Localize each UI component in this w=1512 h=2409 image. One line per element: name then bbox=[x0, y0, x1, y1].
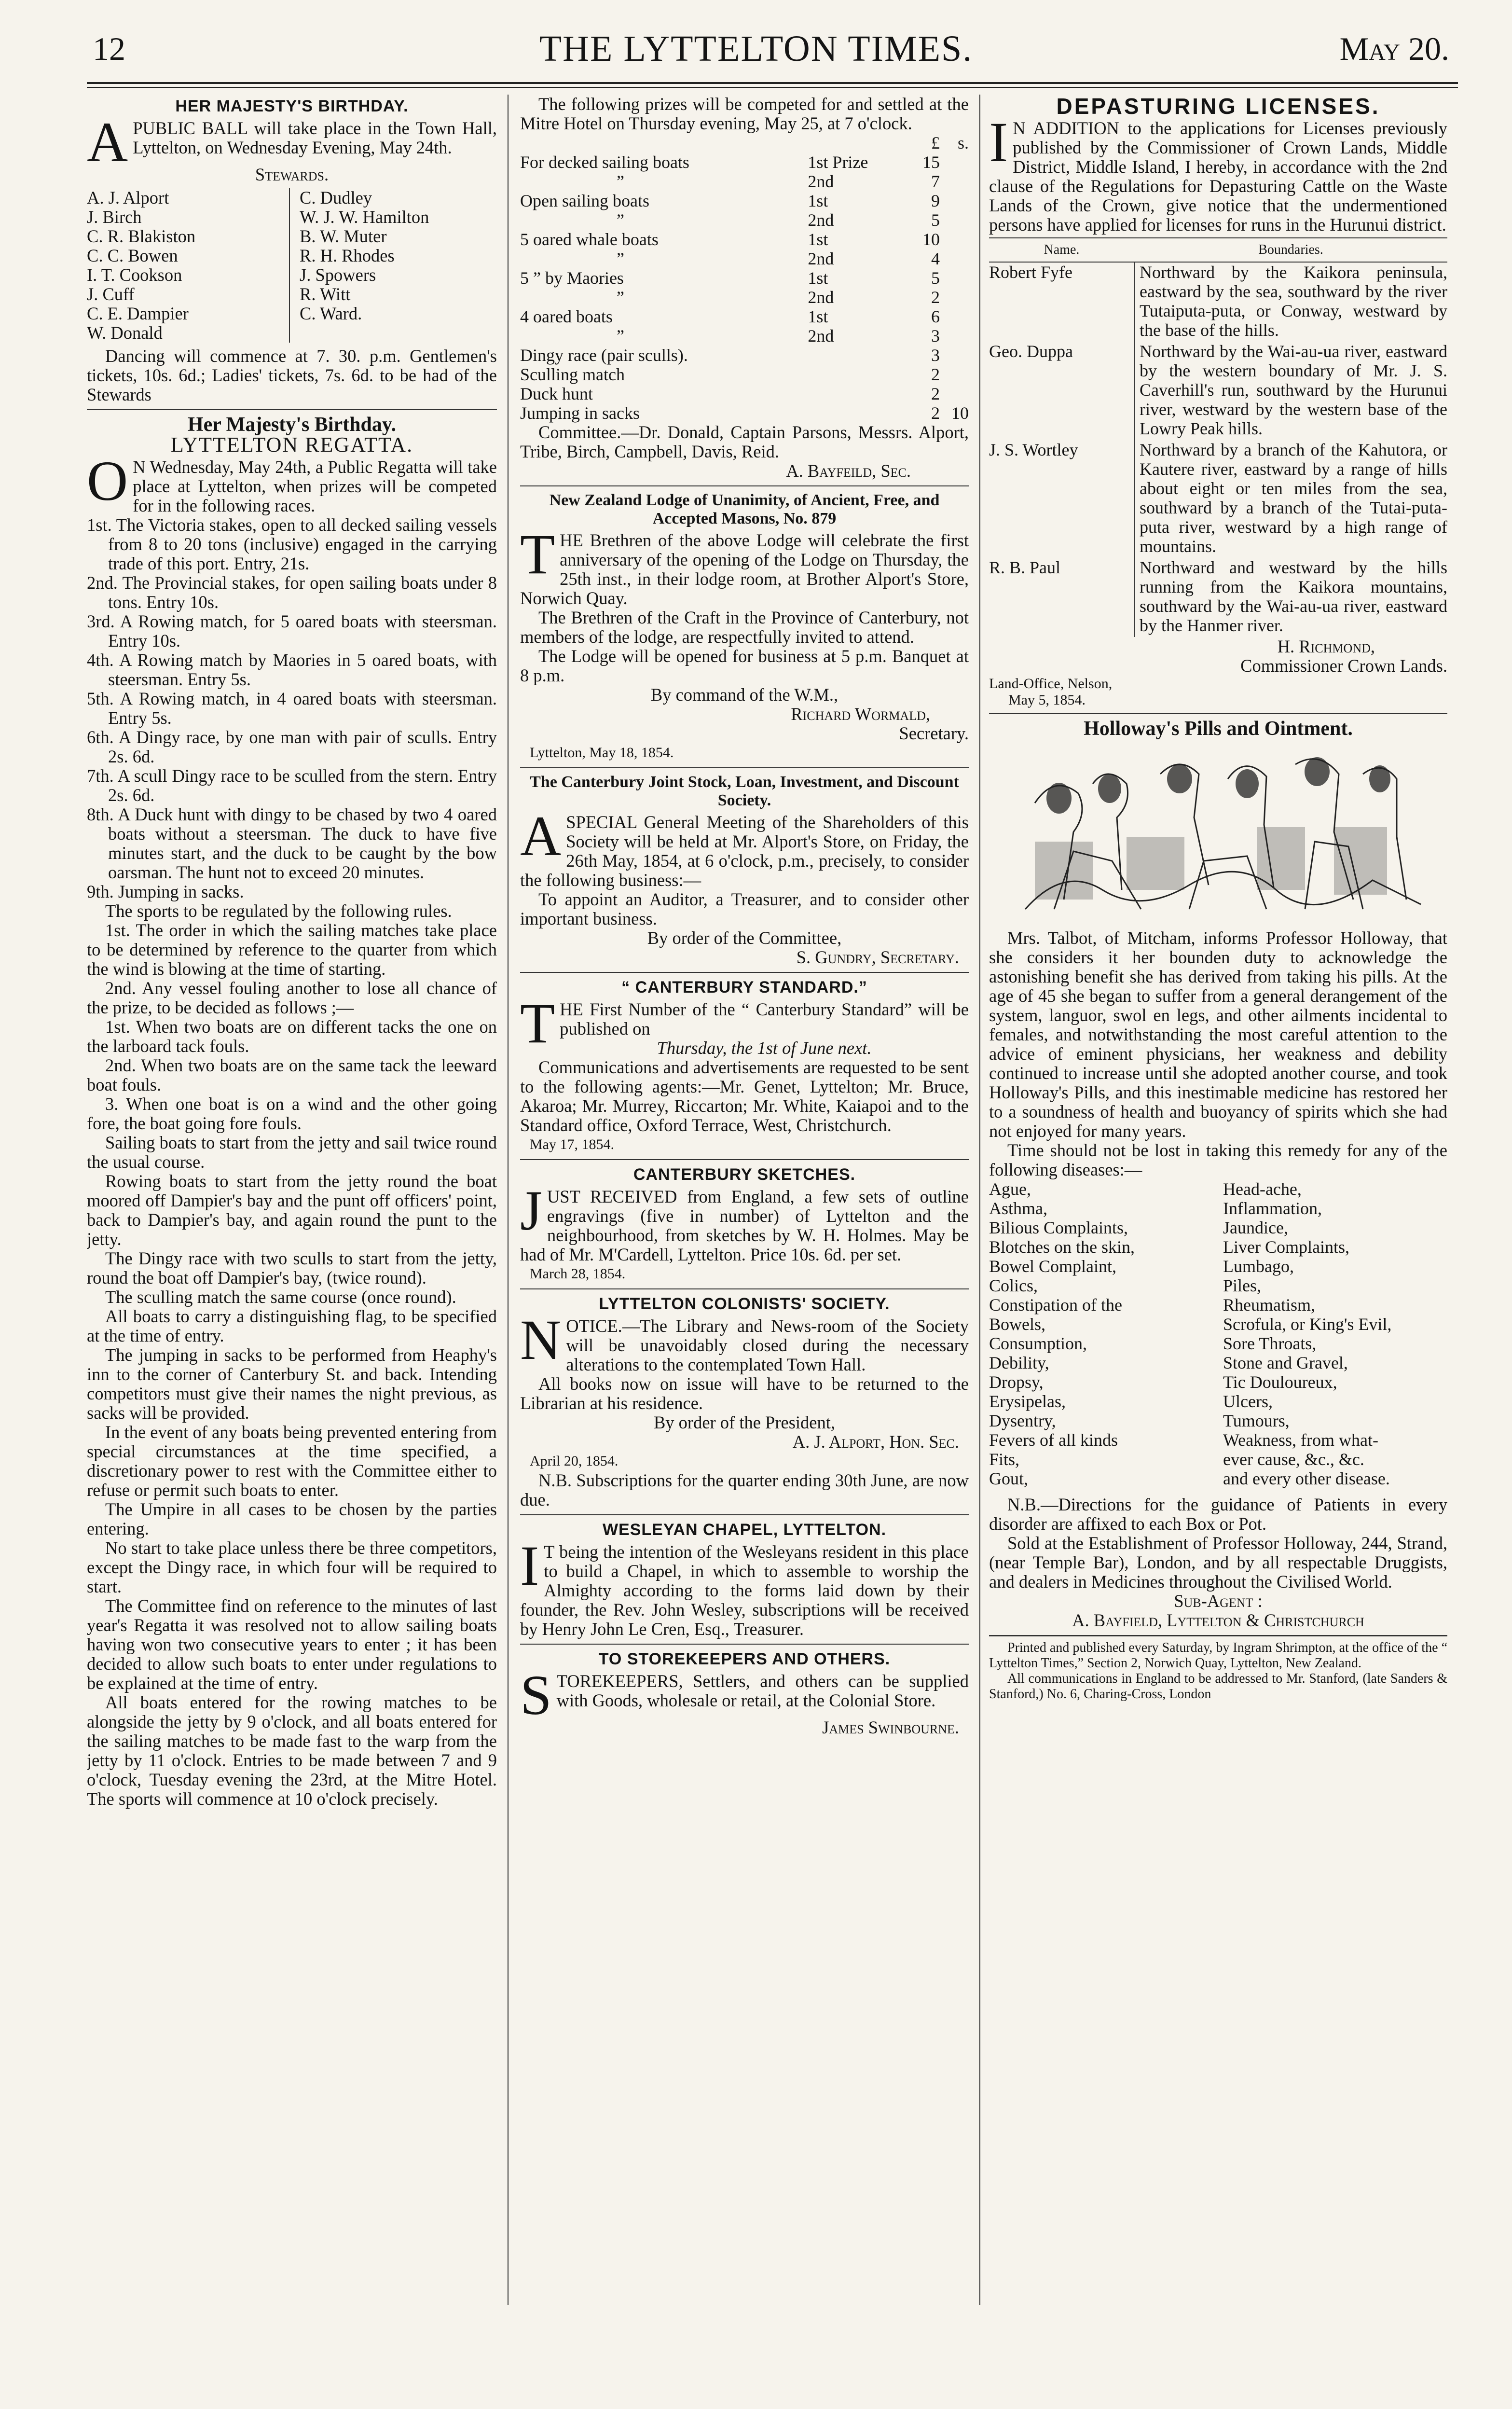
license-boundaries: Northward and westward by the hills running from the Kaikora mountains, southward by the Wai-au-ua river, eastward by the Hanmer river. bbox=[1140, 558, 1447, 635]
notice-body: HE Brethren of the above Lodge will celebrate the first anniversary of the opening of the Lodge on Thursday, the 25th inst., in their lodge room, at Brother Alport's Store, Norwich Quay. bbox=[520, 530, 969, 608]
birthday-ball-notice bbox=[87, 97, 497, 404]
disease-item: Head-ache, bbox=[1223, 1179, 1302, 1199]
prize-pounds: 5 bbox=[931, 210, 940, 230]
prize-row bbox=[520, 210, 969, 230]
notice-body: Mrs. Talbot, of Mitcham, informs Professor Holloway, that she considers it her bounden duty to acknowledge the astonishing benefit she has derived from taking his pills. At the age of 45 she began to suffer from a general derangement of the system, languor, swol en legs, and other ailments incidental to females, and notwithstanding the most careful attention to the advice of eminent physicians, her weakness and debility continued to increase until she adopted another course, and took Holloway's Pills, and this inestimable medicine has restored her to a soundness of health and buoyancy of spirits which she had not enjoyed for many years. bbox=[989, 928, 1447, 1141]
rule-item: The Umpire in all cases to be chosen by the parties entering. bbox=[87, 1499, 497, 1538]
prize-pounds: 2 bbox=[931, 288, 940, 307]
notice-body: HE First Number of the “ Canterbury Standard” will be published on bbox=[560, 999, 969, 1038]
issue-date: May 20. bbox=[1339, 30, 1449, 67]
rule-item: All boats to carry a distinguishing flag, to be specified at the time of entry. bbox=[87, 1306, 497, 1345]
dateline: Land-Office, Nelson, bbox=[989, 676, 1113, 692]
rule-item: The Dingy race with two sculls to start from the jetty, round the boat off Dampier's bay, (twice round). bbox=[87, 1248, 497, 1288]
notice-heading: DEPASTURING LICENSES. bbox=[1056, 95, 1380, 119]
prize-table bbox=[520, 133, 969, 423]
masthead-rule bbox=[87, 82, 1458, 84]
committee-list: Committee.—Dr. Donald, Captain Parsons, Messrs. Alport, Tribe, Birch, Campbell, Davis, Reid. bbox=[520, 422, 969, 461]
colonists-notice bbox=[520, 1294, 969, 1509]
race-item: 7th. A scull Dingy race to be sculled from the stern. Entry 2s. 6d. bbox=[87, 766, 497, 805]
race-list bbox=[87, 515, 497, 901]
prize-pounds: 9 bbox=[931, 191, 940, 210]
prize-shillings bbox=[940, 191, 969, 210]
prize-place: 2nd bbox=[808, 326, 834, 346]
disease-item: Gout, bbox=[989, 1469, 1028, 1488]
race-item: 3rd. A Rowing match, for 5 oared boats with steersman. Entry 10s. bbox=[87, 611, 497, 651]
prize-place: 2nd bbox=[808, 172, 834, 191]
colophon bbox=[989, 1635, 1447, 1702]
notice-body: Communications and advertisements are requested to be sent to the following agents:—Mr. Genet, Lyttelton; Mr. Bruce, Akaroa; Mr. Murrey, Riccarton; Mr. White, Kaiapoi and to the Standard office, Oxford Terrace, West, Christchurch. bbox=[520, 1057, 969, 1135]
drop-cap: J bbox=[520, 1179, 542, 1242]
prize-shillings bbox=[940, 172, 969, 191]
race-item: 2nd. The Provincial stakes, for open sailing boats under 8 tons. Entry 10s. bbox=[87, 573, 497, 612]
prize-pounds: 4 bbox=[931, 249, 940, 268]
drop-cap: N bbox=[520, 1308, 562, 1371]
notice-body: UST RECEIVED from England, a few sets of outline engravings (five in number) of Lyttelton and the neighbourhood, from sketches by W. H. Holmes. May be had of Mr. M'Cardell, Lyttelton. Price 10s. 6d. per set. bbox=[520, 1187, 969, 1264]
notice-body: Sold at the Establishment of Professor Holloway, 244, Strand, (near Temple Bar), London, and by all respectable Druggists, and dealers in Medicines throughout the Civilised World. bbox=[989, 1533, 1447, 1592]
steward-name: W. J. W. Hamilton bbox=[300, 207, 429, 227]
drop-cap: I bbox=[989, 111, 1008, 174]
steward-name: I. T. Cookson bbox=[87, 265, 182, 285]
license-name: J. S. Wortley bbox=[989, 440, 1134, 558]
rule-item: 2nd. When two boats are on the same tack the leeward boat fouls. bbox=[87, 1055, 497, 1094]
notice-command: By order of the Committee, bbox=[647, 928, 842, 948]
steward-name: W. Donald bbox=[87, 323, 163, 343]
license-row bbox=[989, 262, 1447, 342]
rule-item: Rowing boats to start from the jetty round the boat moored off Dampier's bay and the punt off officers' point, back to Dampier's bay, and again round the punt to the jetty. bbox=[87, 1171, 497, 1249]
sketches-notice bbox=[520, 1165, 969, 1284]
prize-place: 1st Prize bbox=[808, 152, 868, 172]
notice-command: By order of the President, bbox=[653, 1412, 836, 1432]
rule-item: 2nd. Any vessel fouling another to lose all chance of the prize, to be decided as follows ;— bbox=[87, 978, 497, 1017]
disease-item: Tic Douloureux, bbox=[1223, 1372, 1337, 1392]
prize-row bbox=[520, 172, 969, 191]
disease-item: Dropsy, bbox=[989, 1372, 1044, 1392]
license-boundaries: Northward by a branch of the Kahutora, or Kautere river, eastward by a range of hills about eight or ten miles from the sea, southward by a branch of the Tutai-puta-puta river, westward by a high range of mountains. bbox=[1140, 440, 1447, 556]
stewards-list bbox=[87, 188, 497, 343]
prize-place: 2nd bbox=[808, 249, 834, 268]
disease-item: ever cause, &c., &c. bbox=[1223, 1450, 1364, 1469]
prize-row bbox=[520, 152, 969, 172]
lodge-notice bbox=[520, 491, 969, 762]
steward-name: C. Ward. bbox=[300, 304, 362, 323]
notice-body: The Lodge will be opened for business at 5 p.m. Banquet at 8 p.m. bbox=[520, 646, 969, 685]
prize-place: 2nd bbox=[808, 288, 834, 307]
prize-race: Duck hunt bbox=[520, 384, 593, 403]
publication-date: Thursday, the 1st of June next. bbox=[657, 1038, 872, 1058]
disease-item: Ague, bbox=[989, 1179, 1031, 1199]
notice-body: PUBLIC BALL will take place in the Town Hall, Lyttelton, on Wednesday Evening, May 24th. bbox=[133, 118, 497, 157]
masthead bbox=[0, 0, 1512, 92]
dateline: May 17, 1854. bbox=[530, 1136, 614, 1152]
notice-heading: The Canterbury Joint Stock, Loan, Investment, and Discount Society. bbox=[530, 773, 959, 809]
prize-race: 5 ” by Maories bbox=[520, 268, 624, 288]
prize-race: ” bbox=[617, 249, 624, 268]
steward-name: J. Birch bbox=[87, 207, 142, 227]
disease-item: Piles, bbox=[1223, 1276, 1262, 1295]
disease-item: Blotches on the skin, bbox=[989, 1237, 1135, 1257]
steward-name: R. Witt bbox=[300, 284, 351, 304]
rule-item: The sculling match the same course (once round). bbox=[105, 1287, 456, 1307]
race-item: 8th. A Duck hunt with dingy to be chased by two 4 oared boats without a steersman. The duck to have five minutes start, and the duck to be caught by the bow oarsman. The hunt not to exceed 20 minutes. bbox=[87, 804, 497, 882]
steward-name: C. Dudley bbox=[300, 188, 372, 208]
license-row bbox=[989, 558, 1447, 637]
race-item: 9th. Jumping in sacks. bbox=[87, 882, 244, 901]
disease-item: Debility, bbox=[989, 1353, 1049, 1372]
prize-place bbox=[808, 384, 910, 403]
prize-pounds: 3 bbox=[931, 346, 940, 365]
steward-name: A. J. Alport bbox=[87, 188, 169, 208]
license-boundaries: Northward by the Kaikora peninsula, eastward by the sea, southward by the river Tutaiputa-puta, or Conway, westward by the base of the hills. bbox=[1140, 263, 1447, 340]
prize-place: 1st bbox=[808, 191, 828, 210]
prize-row bbox=[520, 191, 969, 210]
prize-race: For decked sailing boats bbox=[520, 152, 689, 172]
dateline: Lyttelton, May 18, 1854. bbox=[530, 745, 674, 761]
disease-item: Bowels, bbox=[989, 1315, 1045, 1334]
prize-shillings bbox=[940, 365, 969, 384]
disease-item: Ulcers, bbox=[1223, 1392, 1273, 1411]
disease-item: Lumbago, bbox=[1223, 1257, 1294, 1276]
notice-heading: “ CANTERBURY STANDARD.” bbox=[621, 978, 867, 997]
disease-item: Inflammation, bbox=[1223, 1199, 1322, 1218]
license-boundaries: Northward by the Wai-au-ua river, eastward by the western boundary of Mr. J. S. Caverhill's run, southward by the Hurunui river, westward by the western base of the Lowry Peak hills. bbox=[1140, 342, 1447, 438]
prize-pounds: 2 bbox=[931, 403, 940, 423]
notice-heading: Holloway's Pills and Ointment. bbox=[1084, 718, 1353, 740]
disease-item: Weakness, from what- bbox=[1223, 1430, 1378, 1450]
prize-place: 1st bbox=[808, 268, 828, 288]
disease-item: Tumours, bbox=[1223, 1411, 1290, 1430]
license-row bbox=[989, 440, 1447, 558]
joint-stock-notice bbox=[520, 773, 969, 967]
signature: James Swinbourne. bbox=[822, 1717, 959, 1737]
notice-body: To appoint an Auditor, a Treasurer, and to consider other important business. bbox=[520, 889, 969, 928]
signature: A. Bayfeild, Sec. bbox=[786, 461, 911, 481]
prize-place bbox=[808, 346, 910, 365]
currency-pounds: £ bbox=[931, 133, 940, 152]
stewards-label: Stewards. bbox=[255, 165, 329, 184]
prize-place: 2nd bbox=[808, 210, 834, 230]
disease-list bbox=[989, 1179, 1447, 1488]
steward-name: R. H. Rhodes bbox=[300, 246, 395, 265]
prize-shillings bbox=[940, 268, 969, 288]
prize-row bbox=[520, 403, 969, 423]
prize-row bbox=[520, 346, 969, 365]
notice-body: T being the intention of the Wesleyans resident in this place to build a Chapel, in which to assemble to worship the Almighty according to the forms laid down by their founder, the Rev. John Wesley, subscriptions will be received by Henry John Le Cren, Esq., Treasurer. bbox=[520, 1542, 969, 1639]
signature-role: Secretary. bbox=[899, 723, 969, 743]
notice-body: Dancing will commence at 7. 30. p.m. Gentlemen's tickets, 10s. 6d.; Ladies' tickets, 7s. 6d. to be had of the Stewards bbox=[87, 346, 497, 404]
notice-body: N ADDITION to the applications for Licenses previously published by the Commissioner of Crown Lands, Middle District, Middle Island, I hereby, in accordance with the 2nd clause of the Regulations for Depasturing Cattle on the Waste Lands of the Crown, give notice that the undermentioned persons have applied for licenses for runs in the Hurunui district. bbox=[989, 118, 1447, 235]
prize-shillings bbox=[940, 326, 969, 346]
column-2 bbox=[520, 95, 969, 2363]
steward-name: C. E. Dampier bbox=[87, 304, 189, 323]
prize-race: ” bbox=[617, 288, 624, 307]
prize-place bbox=[808, 403, 910, 423]
disease-item: Colics, bbox=[989, 1276, 1038, 1295]
prize-row bbox=[520, 307, 969, 326]
prize-race: 4 oared boats bbox=[520, 307, 613, 326]
steward-name: J. Cuff bbox=[87, 284, 135, 304]
dateline: March 28, 1854. bbox=[530, 1266, 626, 1282]
notice-heading: LYTTELTON COLONISTS' SOCIETY. bbox=[599, 1295, 890, 1313]
prize-row bbox=[520, 230, 969, 249]
drop-cap: T bbox=[520, 992, 555, 1055]
rule-item: The Committee find on reference to the minutes of last year's Regatta it was resolved not to allow sailing boats having won two consecutive years to enter ; it has been decided to allow such boats to enter under regulations to be explained at the time of entry. bbox=[87, 1596, 497, 1693]
signature: H. Richmond, bbox=[1277, 637, 1375, 656]
disease-item: Scrofula, or King's Evil, bbox=[1223, 1315, 1392, 1334]
prize-row bbox=[520, 384, 969, 403]
prize-race: ” bbox=[617, 210, 624, 230]
disease-item: Bowel Complaint, bbox=[989, 1257, 1116, 1276]
rule-item: Sailing boats to start from the jetty and sail twice round the usual course. bbox=[87, 1133, 497, 1172]
drop-cap: S bbox=[520, 1663, 552, 1727]
disease-item: Liver Complaints, bbox=[1223, 1237, 1349, 1257]
license-name: Geo. Duppa bbox=[989, 342, 1134, 440]
wesleyan-notice bbox=[520, 1520, 969, 1639]
race-item: 4th. A Rowing match by Maories in 5 oared boats, with steersman. Entry 5s. bbox=[87, 650, 497, 689]
column-header-name: Name. bbox=[989, 238, 1134, 262]
currency-shillings: s. bbox=[957, 133, 969, 152]
prize-shillings bbox=[940, 210, 969, 230]
rule-item: 1st. When two boats are on different tacks the one on the larboard tack fouls. bbox=[87, 1017, 497, 1056]
notice-heading: TO STOREKEEPERS AND OTHERS. bbox=[598, 1650, 891, 1668]
prize-place bbox=[808, 365, 910, 384]
prize-pounds: 5 bbox=[931, 268, 940, 288]
prize-pounds: 10 bbox=[922, 230, 940, 249]
disease-item: Sore Throats, bbox=[1223, 1334, 1317, 1353]
prize-shillings bbox=[940, 249, 969, 268]
column-1 bbox=[87, 95, 497, 2363]
notice-subheading: LYTTELTON REGATTA. bbox=[170, 433, 413, 457]
license-table bbox=[989, 237, 1447, 637]
disease-item: Fits, bbox=[989, 1450, 1020, 1469]
signature: A. J. Alport, Hon. Sec. bbox=[792, 1432, 959, 1452]
license-row bbox=[989, 342, 1447, 440]
drop-cap: O bbox=[87, 449, 128, 512]
prize-pounds: 15 bbox=[922, 152, 940, 172]
holloway-advert bbox=[989, 719, 1447, 1630]
license-name: R. B. Paul bbox=[989, 558, 1134, 637]
disease-item: Jaundice, bbox=[1223, 1218, 1288, 1237]
license-name: Robert Fyfe bbox=[989, 262, 1134, 342]
column-divider bbox=[979, 95, 980, 2305]
notice-heading: WESLEYAN CHAPEL, LYTTELTON. bbox=[602, 1521, 887, 1539]
dateline: May 5, 1854. bbox=[1008, 692, 1086, 708]
disease-item: Fevers of all kinds bbox=[989, 1430, 1118, 1450]
disease-item: Bilious Complaints, bbox=[989, 1218, 1128, 1237]
steward-name: C. R. Blakiston bbox=[87, 226, 196, 246]
signature: Richard Wormald, bbox=[791, 704, 930, 724]
rule-item: In the event of any boats being prevented entering from special circumstances at the time specified, a discretionary power to rest with the Committee either to refuse or permit such boats to enter. bbox=[87, 1422, 497, 1500]
licenses-notice bbox=[989, 97, 1447, 708]
column-divider bbox=[508, 95, 509, 2305]
disease-item: Erysipelas, bbox=[989, 1392, 1066, 1411]
prize-race: Jumping in sacks bbox=[520, 403, 640, 423]
column-header-boundaries: Boundaries. bbox=[1134, 238, 1447, 262]
notice-body: The Brethren of the Craft in the Province of Canterbury, not members of the lodge, are respectfully invited to attend. bbox=[520, 608, 969, 647]
prize-row bbox=[520, 288, 969, 307]
prize-pounds: 3 bbox=[931, 326, 940, 346]
drop-cap: T bbox=[520, 523, 555, 586]
disease-item: Constipation of the bbox=[989, 1295, 1122, 1315]
prizes-notice bbox=[520, 95, 969, 481]
notice-body: N.B.—Directions for the guidance of Patients in every disorder are affixed to each Box or Pot. bbox=[989, 1495, 1447, 1534]
rule-item: The jumping in sacks to be performed from Heaphy's inn to the corner of Canterbury St. and back. Intending competitors must give their names the night previous, as sacks will be provided. bbox=[87, 1345, 497, 1423]
newspaper-title: THE LYTTELTON TIMES. bbox=[539, 28, 973, 69]
steward-name: B. W. Muter bbox=[300, 226, 387, 246]
race-item: 1st. The Victoria stakes, open to all decked sailing vessels from 8 to 20 tons (inclusive) engaged in the carrying trade of this port. Entry, 21s. bbox=[87, 515, 497, 573]
rules-list bbox=[87, 901, 497, 1809]
holloway-engraving bbox=[1006, 745, 1430, 919]
page-number: 12 bbox=[93, 30, 125, 67]
notice-body: All books now on issue will have to be returned to the Librarian at his residence. bbox=[520, 1374, 969, 1413]
standard-notice bbox=[520, 978, 969, 1154]
race-item: 6th. A Dingy race, by one man with pair of sculls. Entry 2s. 6d. bbox=[87, 727, 497, 766]
prize-row bbox=[520, 249, 969, 268]
notice-heading: HER MAJESTY'S BIRTHDAY. bbox=[175, 97, 409, 115]
prize-row bbox=[520, 365, 969, 384]
rule-item: The sports to be regulated by the following rules. bbox=[105, 901, 452, 921]
colophon-communications: All communications in England to be addressed to Mr. Stanford, (late Sanders & Stanford,) No. 6, Charing-Cross, London bbox=[989, 1671, 1447, 1702]
steward-name: J. Spowers bbox=[300, 265, 376, 285]
dateline: April 20, 1854. bbox=[530, 1453, 619, 1469]
rule-item: All boats entered for the rowing matches to be alongside the jetty by 9 o'clock, and all boats entered for the sailing matches to be made fast to the warp from the jetty by 11 o'clock. Entries to be made between 7 and 9 o'clock, Tuesday evening the 23rd, at the Mitre Hotel. The sports will commence at 10 o'clock precisely. bbox=[87, 1692, 497, 1809]
disease-item: Dysentry, bbox=[989, 1411, 1056, 1430]
prize-shillings bbox=[940, 384, 969, 403]
prize-place: 1st bbox=[808, 307, 828, 326]
prize-pounds: 6 bbox=[931, 307, 940, 326]
prize-shillings bbox=[940, 288, 969, 307]
prize-pounds: 7 bbox=[931, 172, 940, 191]
agent-name: A. Bayfield, Lyttelton & Christchurch bbox=[1072, 1610, 1364, 1630]
drop-cap: A bbox=[87, 111, 128, 174]
prize-shillings bbox=[940, 307, 969, 326]
rule-item: 3. When one boat is on a wind and the other going fore, the boat going fore fouls. bbox=[87, 1094, 497, 1133]
notice-heading: New Zealand Lodge of Unanimity, of Ancient, Free, and Accepted Masons, No. 879 bbox=[549, 491, 940, 527]
notice-heading: Her Majesty's Birthday. bbox=[187, 414, 397, 436]
drop-cap: I bbox=[520, 1534, 539, 1597]
prize-race: ” bbox=[617, 172, 624, 191]
prize-shillings bbox=[940, 152, 969, 172]
prize-race: Open sailing boats bbox=[520, 191, 649, 210]
regatta-notice bbox=[87, 415, 497, 1809]
prize-race: Sculling match bbox=[520, 365, 625, 384]
disease-item: Stone and Gravel, bbox=[1223, 1353, 1348, 1372]
notice-body: TOREKEEPERS, Settlers, and others can be supplied with Goods, wholesale or retail, at the Colonial Store. bbox=[556, 1671, 969, 1710]
rule-item: No start to take place unless there be three competitors, except the Dingy race, in which four will be required to start. bbox=[87, 1538, 497, 1596]
prize-row bbox=[520, 268, 969, 288]
prize-race: Dingy race (pair sculls). bbox=[520, 346, 688, 365]
prize-shillings bbox=[940, 230, 969, 249]
notice-body: N.B. Subscriptions for the quarter ending 30th June, are now due. bbox=[520, 1470, 969, 1509]
notice-body: N Wednesday, May 24th, a Public Regatta will take place at Lyttelton, when prizes will be competed for in the following races. bbox=[133, 457, 497, 515]
notice-body: The following prizes will be competed for and settled at the Mitre Hotel on Thursday evening, May 25, at 7 o'clock. bbox=[520, 95, 969, 133]
colophon-printed: Printed and published every Saturday, by Ingram Shrimpton, at the office of the “ Lyttelton Times,” Section 2, Norwich Quay, Lyttelton, New Zealand. bbox=[989, 1640, 1447, 1671]
disease-item: Consumption, bbox=[989, 1334, 1087, 1353]
prize-row bbox=[520, 326, 969, 346]
prize-race: 5 oared whale boats bbox=[520, 230, 659, 249]
prize-pounds: 2 bbox=[931, 384, 940, 403]
signature-role: Commissioner Crown Lands. bbox=[1240, 656, 1447, 676]
notice-body: OTICE.—The Library and News-room of the Society will be unavoidably closed during the necessary alterations to the contemplated Town Hall. bbox=[566, 1316, 969, 1374]
notice-command: By command of the W.M., bbox=[650, 685, 838, 705]
storekeepers-notice bbox=[520, 1649, 969, 1737]
disease-item: and every other disease. bbox=[1223, 1469, 1390, 1488]
signature: S. Gundry, Secretary. bbox=[796, 947, 959, 967]
prize-place: 1st bbox=[808, 230, 828, 249]
disease-item: Asthma, bbox=[989, 1199, 1047, 1218]
race-item: 5th. A Rowing match, in 4 oared boats with steersman. Entry 5s. bbox=[87, 689, 497, 728]
drop-cap: A bbox=[520, 804, 562, 868]
notice-body: Time should not be lost in taking this remedy for any of the following diseases:— bbox=[989, 1140, 1447, 1179]
prize-shillings: 10 bbox=[951, 403, 969, 423]
prize-race: ” bbox=[617, 326, 624, 346]
prize-shillings bbox=[940, 346, 969, 365]
steward-name: C. C. Bowen bbox=[87, 246, 178, 265]
disease-item: Rheumatism, bbox=[1223, 1295, 1315, 1315]
masthead-rule-thin bbox=[87, 87, 1458, 88]
notice-body: SPECIAL General Meeting of the Shareholders of this Society will be held at Mr. Alport's Store, on Friday, the 26th May, 1854, at 6 o'clock, p.m., precisely, to consider the following business:— bbox=[520, 812, 969, 890]
prize-pounds: 2 bbox=[931, 365, 940, 384]
rule-item: 1st. The order in which the sailing matches take place to be determined by reference to the quarter from which the wind is blowing at the time of starting. bbox=[87, 920, 497, 979]
column-3 bbox=[989, 95, 1447, 2363]
notice-heading: CANTERBURY SKETCHES. bbox=[633, 1165, 856, 1184]
agent-label: Sub-Agent : bbox=[1174, 1591, 1263, 1611]
